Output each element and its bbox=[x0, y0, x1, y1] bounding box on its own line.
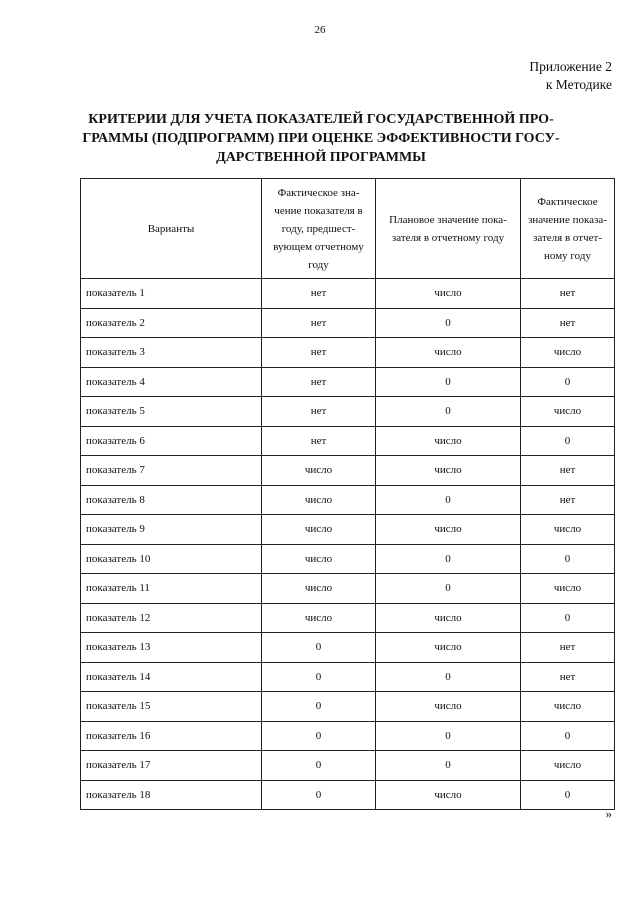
value-cell: нет bbox=[262, 397, 376, 427]
value-cell: нет bbox=[262, 279, 376, 309]
value-cell: 0 bbox=[262, 662, 376, 692]
table-row bbox=[81, 633, 615, 663]
row-label-cell: показатель 16 bbox=[81, 721, 262, 751]
value-cell: число bbox=[376, 603, 521, 633]
column-header-line: чение показателя в bbox=[274, 204, 363, 217]
column-header-line: Фактическое зна- bbox=[277, 186, 360, 199]
value-cell: число bbox=[521, 338, 615, 368]
value-cell: 0 bbox=[376, 574, 521, 604]
row-label-cell: показатель 7 bbox=[81, 456, 262, 486]
table-row bbox=[81, 780, 615, 810]
value-cell: нет bbox=[262, 338, 376, 368]
column-header-2 bbox=[262, 179, 376, 279]
value-cell: 0 bbox=[376, 721, 521, 751]
table-row bbox=[81, 515, 615, 545]
value-cell: нет bbox=[262, 367, 376, 397]
column-header-1 bbox=[81, 179, 262, 279]
table-row bbox=[81, 721, 615, 751]
value-cell: нет bbox=[521, 662, 615, 692]
value-cell: нет bbox=[521, 456, 615, 486]
row-label-cell: показатель 13 bbox=[81, 633, 262, 663]
value-cell: 0 bbox=[521, 367, 615, 397]
value-cell: число bbox=[262, 515, 376, 545]
value-cell: 0 bbox=[376, 751, 521, 781]
row-label-cell: показатель 4 bbox=[81, 367, 262, 397]
value-cell: число bbox=[376, 780, 521, 810]
row-label-cell: показатель 14 bbox=[81, 662, 262, 692]
value-cell: 0 bbox=[262, 633, 376, 663]
table-row bbox=[81, 751, 615, 781]
row-label-cell: показатель 6 bbox=[81, 426, 262, 456]
value-cell: 0 bbox=[262, 721, 376, 751]
value-cell: число bbox=[262, 574, 376, 604]
value-cell: 0 bbox=[521, 603, 615, 633]
row-label-cell: показатель 11 bbox=[81, 574, 262, 604]
table-row bbox=[81, 692, 615, 722]
value-cell: 0 bbox=[376, 397, 521, 427]
title-line-2: ГРАММЫ (ПОДПРОГРАММ) ПРИ ОЦЕНКЕ ЭФФЕКТИВНОСТИ ГОСУ- bbox=[82, 131, 560, 146]
row-label-cell: показатель 3 bbox=[81, 338, 262, 368]
table-row bbox=[81, 338, 615, 368]
value-cell: число bbox=[376, 279, 521, 309]
row-label-cell: показатель 15 bbox=[81, 692, 262, 722]
row-label-cell: показатель 1 bbox=[81, 279, 262, 309]
value-cell: число bbox=[521, 751, 615, 781]
value-cell: число bbox=[376, 633, 521, 663]
appendix-line-1: Приложение 2 bbox=[529, 59, 612, 74]
table-row bbox=[81, 485, 615, 515]
page-number: 26 bbox=[314, 24, 326, 36]
title-line-1: КРИТЕРИИ ДЛЯ УЧЕТА ПОКАЗАТЕЛЕЙ ГОСУДАРСТВЕННОЙ ПРО- bbox=[88, 112, 554, 127]
value-cell: 0 bbox=[376, 367, 521, 397]
value-cell: 0 bbox=[376, 485, 521, 515]
value-cell: число bbox=[262, 485, 376, 515]
value-cell: число bbox=[376, 692, 521, 722]
column-header-line: году bbox=[308, 258, 329, 271]
column-header-line: ному году bbox=[544, 249, 591, 262]
value-cell: число bbox=[376, 426, 521, 456]
row-label-cell: показатель 5 bbox=[81, 397, 262, 427]
table-row bbox=[81, 544, 615, 574]
value-cell: нет bbox=[262, 426, 376, 456]
value-cell: 0 bbox=[521, 780, 615, 810]
title-line-3: ДАРСТВЕННОЙ ПРОГРАММЫ bbox=[216, 150, 426, 165]
table-body bbox=[81, 279, 615, 810]
row-label-cell: показатель 2 bbox=[81, 308, 262, 338]
row-label-cell: показатель 12 bbox=[81, 603, 262, 633]
value-cell: 0 bbox=[521, 721, 615, 751]
table-row bbox=[81, 603, 615, 633]
value-cell: число bbox=[521, 574, 615, 604]
table-header bbox=[81, 179, 615, 279]
column-header-line: году, предшест- bbox=[281, 222, 356, 235]
column-header-line: зателя в отчетному году bbox=[391, 231, 505, 244]
value-cell: 0 bbox=[521, 426, 615, 456]
column-header-line: Варианты bbox=[147, 222, 195, 235]
value-cell: число bbox=[376, 515, 521, 545]
appendix-line-2: к Методике bbox=[545, 77, 612, 92]
value-cell: число bbox=[521, 515, 615, 545]
appendix-reference bbox=[529, 58, 612, 94]
document-title bbox=[70, 110, 572, 167]
value-cell: 0 bbox=[262, 751, 376, 781]
table-row bbox=[81, 367, 615, 397]
table-row bbox=[81, 574, 615, 604]
row-label-cell: показатель 9 bbox=[81, 515, 262, 545]
value-cell: нет bbox=[521, 485, 615, 515]
value-cell: 0 bbox=[262, 692, 376, 722]
table-row bbox=[81, 426, 615, 456]
value-cell: число bbox=[262, 603, 376, 633]
value-cell: нет bbox=[521, 308, 615, 338]
value-cell: число bbox=[521, 692, 615, 722]
value-cell: нет bbox=[521, 279, 615, 309]
column-header-line: Плановое значение пока- bbox=[389, 213, 507, 226]
column-header-4 bbox=[521, 179, 615, 279]
value-cell: 0 bbox=[376, 662, 521, 692]
column-header-3 bbox=[376, 179, 521, 279]
row-label-cell: показатель 8 bbox=[81, 485, 262, 515]
value-cell: число bbox=[262, 456, 376, 486]
value-cell: число bbox=[376, 338, 521, 368]
value-cell: 0 bbox=[376, 544, 521, 574]
column-header-line: зателя в отчет- bbox=[533, 231, 602, 244]
table-row bbox=[81, 308, 615, 338]
row-label-cell: показатель 17 bbox=[81, 751, 262, 781]
row-label-cell: показатель 10 bbox=[81, 544, 262, 574]
table-row bbox=[81, 456, 615, 486]
table-row bbox=[81, 279, 615, 309]
table-row bbox=[81, 662, 615, 692]
value-cell: нет bbox=[262, 308, 376, 338]
criteria-table bbox=[80, 178, 615, 810]
value-cell: 0 bbox=[521, 544, 615, 574]
row-label-cell: показатель 18 bbox=[81, 780, 262, 810]
closing-quote-mark: » bbox=[605, 806, 612, 821]
column-header-line: Фактическое bbox=[537, 195, 598, 208]
value-cell: 0 bbox=[376, 308, 521, 338]
table-row bbox=[81, 397, 615, 427]
value-cell: число bbox=[376, 456, 521, 486]
column-header-line: вующем отчетному bbox=[273, 240, 364, 253]
column-header-line: значение показа- bbox=[528, 213, 607, 226]
value-cell: 0 bbox=[262, 780, 376, 810]
value-cell: число bbox=[521, 397, 615, 427]
table-header-row bbox=[81, 179, 615, 279]
value-cell: нет bbox=[521, 633, 615, 663]
value-cell: число bbox=[262, 544, 376, 574]
